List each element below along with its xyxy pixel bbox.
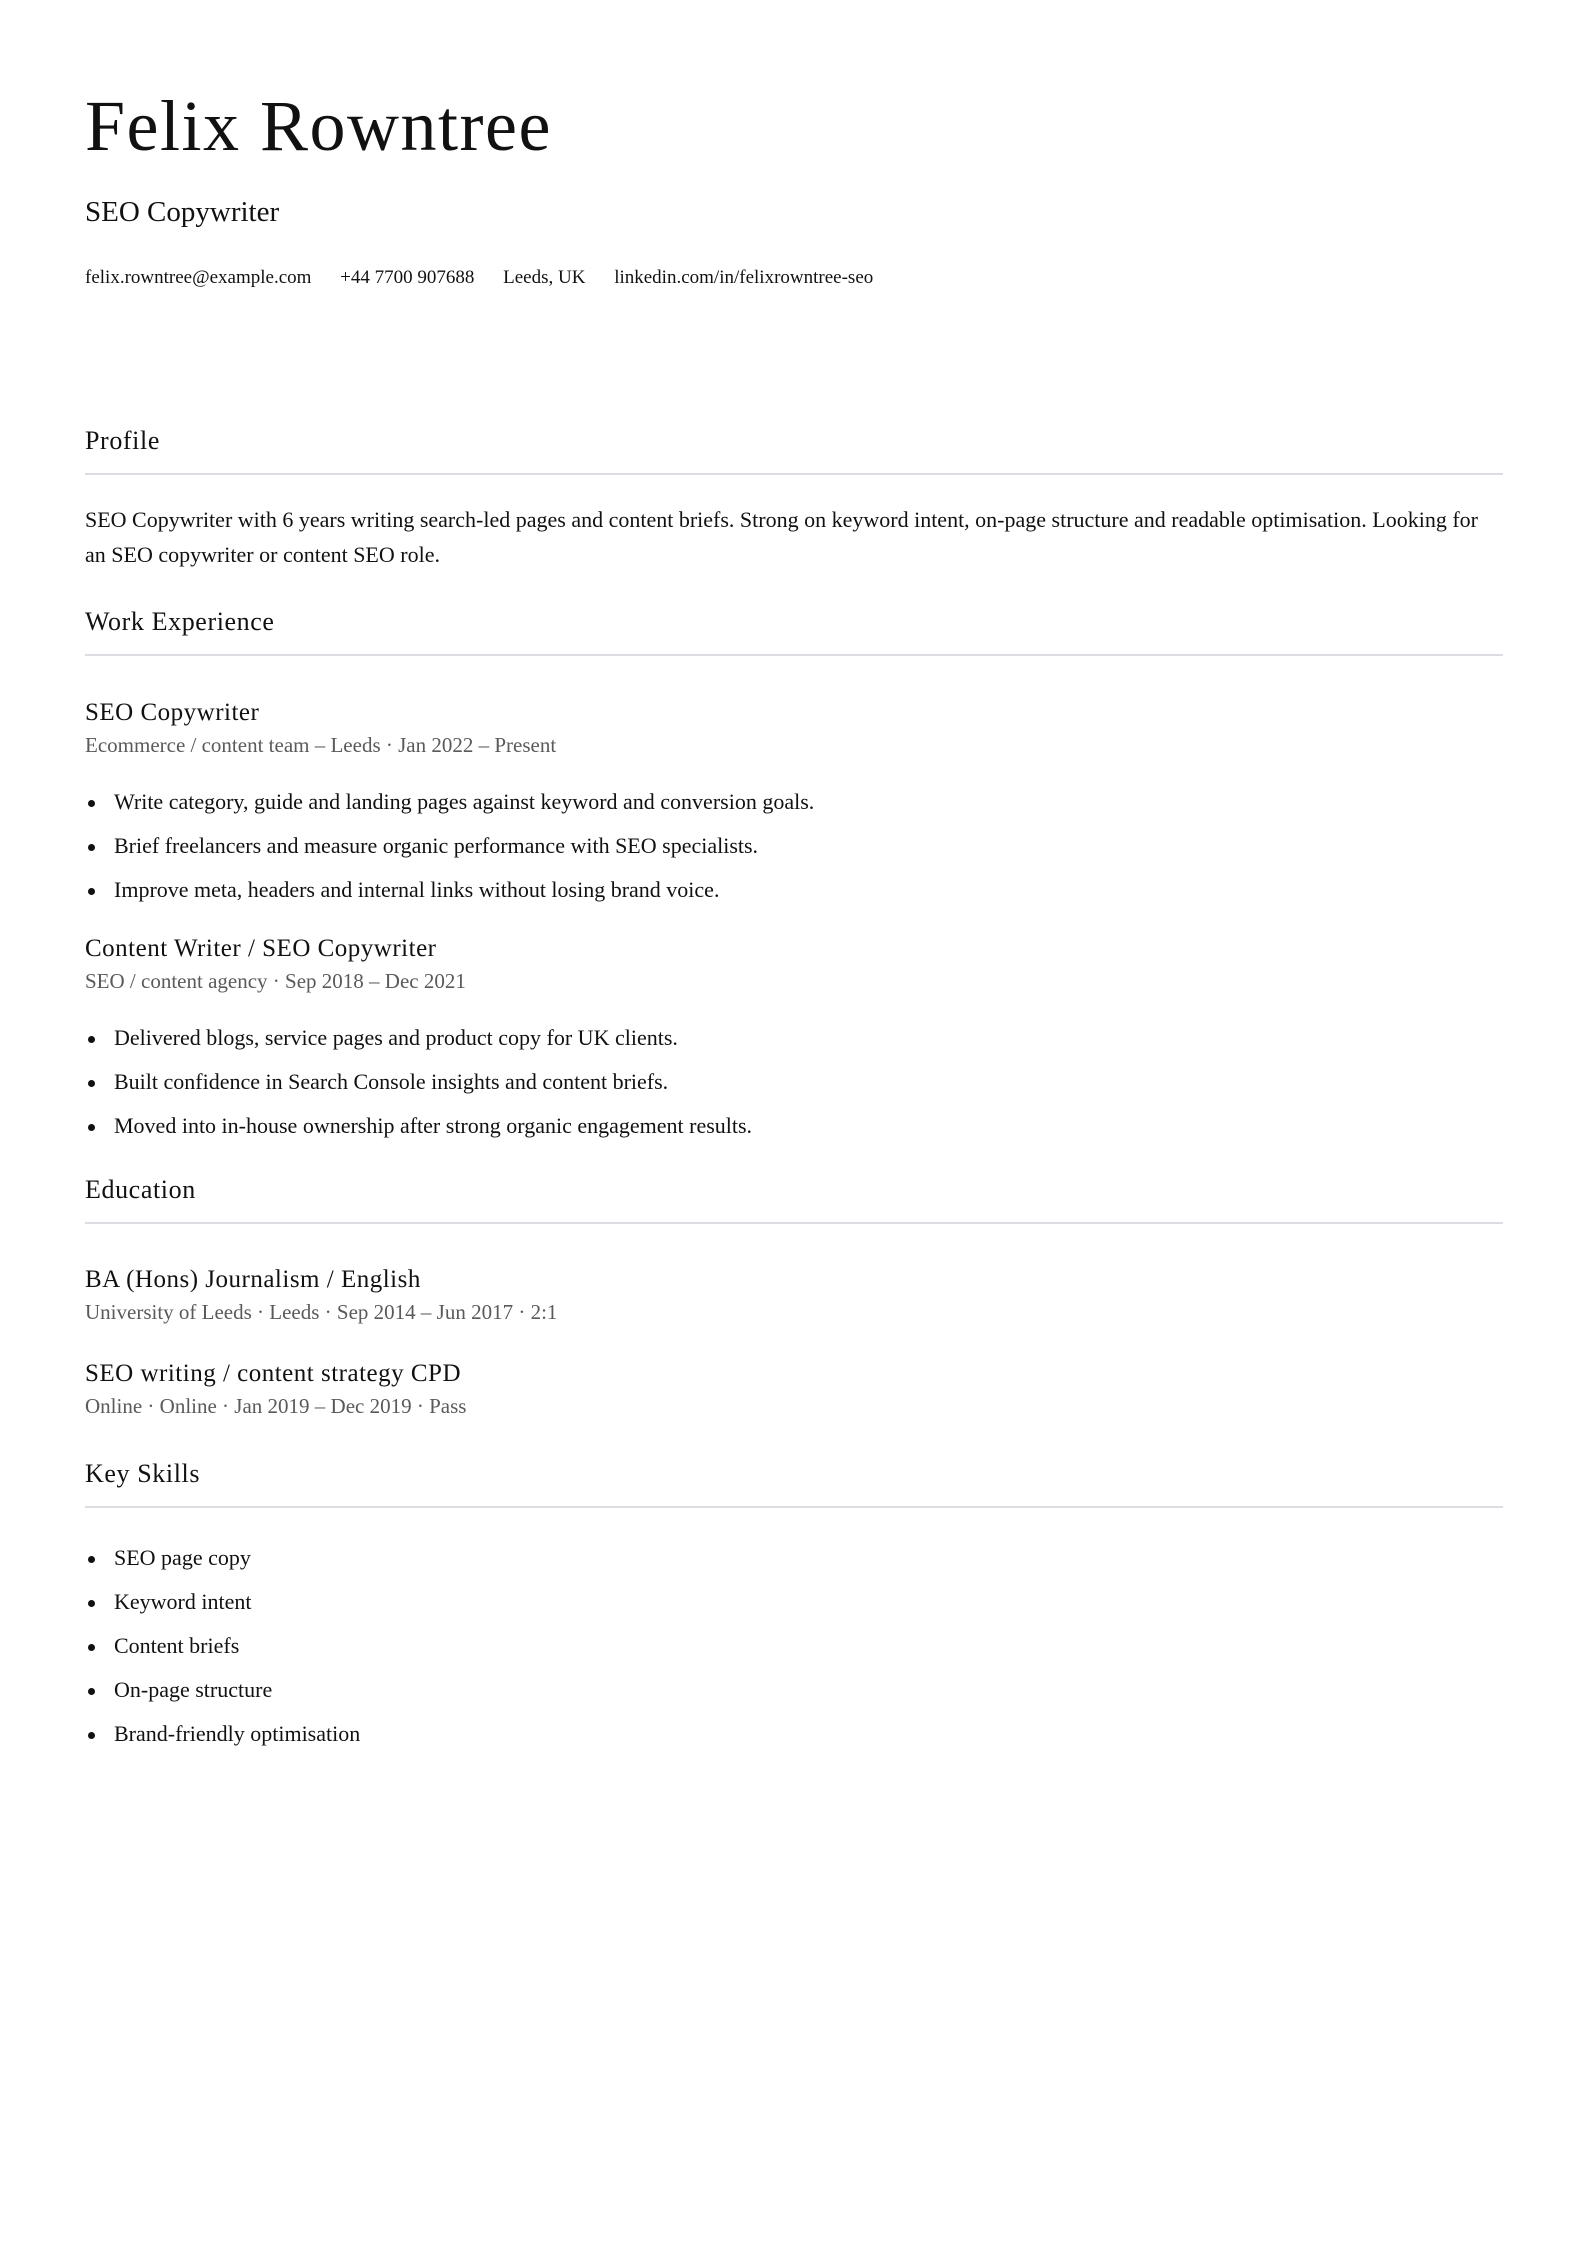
contact-line [85,268,897,287]
job-meta: Ecommerce / content team – Leeds · Jan 2022 – Present [85,733,557,757]
job-title: Content Writer / SEO Copywriter [85,935,437,962]
job-bullet: Brief freelancers and measure organic performance with SEO specialists. [85,835,814,879]
candidate-name: Felix Rowntree [85,86,552,166]
skill-item: Brand-friendly optimisation [85,1723,360,1767]
education-meta: Online · Online · Jan 2019 – Dec 2019 · Pass [85,1394,467,1418]
section-heading-skills: Key Skills [85,1461,1503,1508]
skill-item: Content briefs [85,1635,360,1679]
contact-phone: +44 7700 907688 [340,267,475,288]
skill-item: On-page structure [85,1679,360,1723]
education-meta: University of Leeds · Leeds · Sep 2014 – Jun 2017 · 2:1 [85,1300,558,1324]
skill-item: Keyword intent [85,1591,360,1635]
skill-item: SEO page copy [85,1547,360,1591]
education-title: BA (Hons) Journalism / English [85,1266,421,1293]
section-heading-education: Education [85,1177,1503,1224]
contact-linkedin: linkedin.com/in/felixrowntree-seo [614,267,874,288]
job-bullet: Improve meta, headers and internal links without losing brand voice. [85,879,814,923]
job-bullet: Delivered blogs, service pages and product copy for UK clients. [85,1027,752,1071]
contact-email: felix.rowntree@example.com [85,267,312,288]
job-title: SEO Copywriter [85,699,260,726]
contact-location: Leeds, UK [503,267,586,288]
education-title: SEO writing / content strategy CPD [85,1360,461,1387]
section-heading-experience: Work Experience [85,609,1503,656]
job-bullet-list [85,791,814,923]
job-bullet: Write category, guide and landing pages against keyword and conversion goals. [85,791,814,835]
job-bullet: Moved into in-house ownership after strong organic engagement results. [85,1115,752,1159]
candidate-title: SEO Copywriter [85,196,280,228]
section-heading-profile: Profile [85,428,1503,475]
profile-text: SEO Copywriter with 6 years writing search-led pages and content briefs. Strong on keyword intent, on-page structure and readable optimisation. Looking for an SEO copywriter or content SEO role. [85,507,1478,567]
job-bullet: Built confidence in Search Console insights and content briefs. [85,1071,752,1115]
job-bullet-list [85,1027,752,1159]
skills-list [85,1547,360,1767]
job-meta: SEO / content agency · Sep 2018 – Dec 2021 [85,969,466,993]
